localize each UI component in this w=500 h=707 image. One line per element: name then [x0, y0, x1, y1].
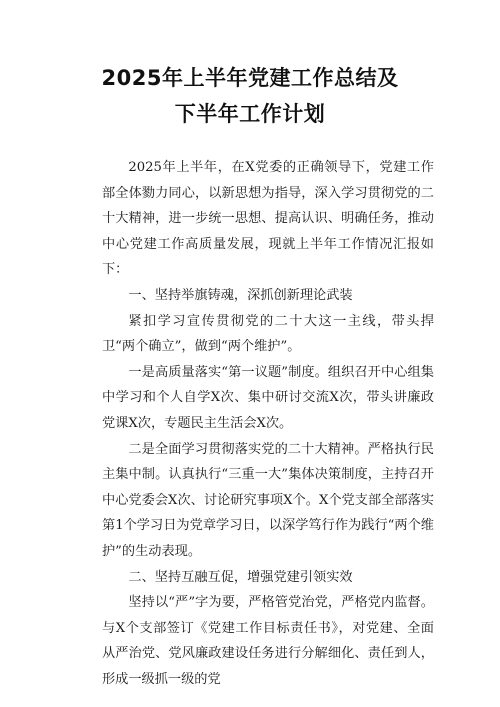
section-heading-1: 一、坚持举旗铸魂，深抓创新理论武装 — [128, 287, 353, 303]
intro-paragraph: 2025年上半年，在X党委的正确领导下，党建工作部全体勠力同心，以新思想为指导，深入学习贯彻党的二十大精神，进一步统一思想、提高认识、明确任务，推动中心党建工作高质量发展，现就上半年工作情况汇报如下： — [102, 160, 434, 278]
paragraph: 紧扣学习宣传贯彻党的二十大这一主线，带头捍卫“两个确立”，做到“两个维护”。 — [102, 313, 434, 355]
paragraph: 二是全面学习贯彻落实党的二十大精神。严格执行民主集中制。认真执行“三重一大”集体决策制度，主持召开中心党委会X次、讨论研究事项X个。X个党支部全部落实第1个学习日为党章学习日，以深学笃行作为践行“两个维护”的生动表现。 — [102, 441, 434, 559]
section-heading-2: 二、坚持互融互促，增强党建引领实效 — [128, 569, 353, 585]
paragraph: 一是高质量落实“第一议题”制度。组织召开中心组集中学习和个人自学X次、集中研讨交流X次，带头讲廉政党课X次，专题民主生活会X次。 — [102, 364, 434, 431]
paragraph: 坚持以“严”字为要，严格管党治党，严格党内监督。与X个支部签订《党建工作目标责任书》，对党建、全面从严治党、党风廉政建设任务进行分解细化、责任到人，形成一级抓一级的党 — [102, 595, 434, 687]
document-title-line2: 下半年工作计划 — [174, 102, 326, 126]
document-title-line1: 2025年上半年党建工作总结及 — [101, 66, 399, 90]
document-body — [102, 155, 434, 692]
